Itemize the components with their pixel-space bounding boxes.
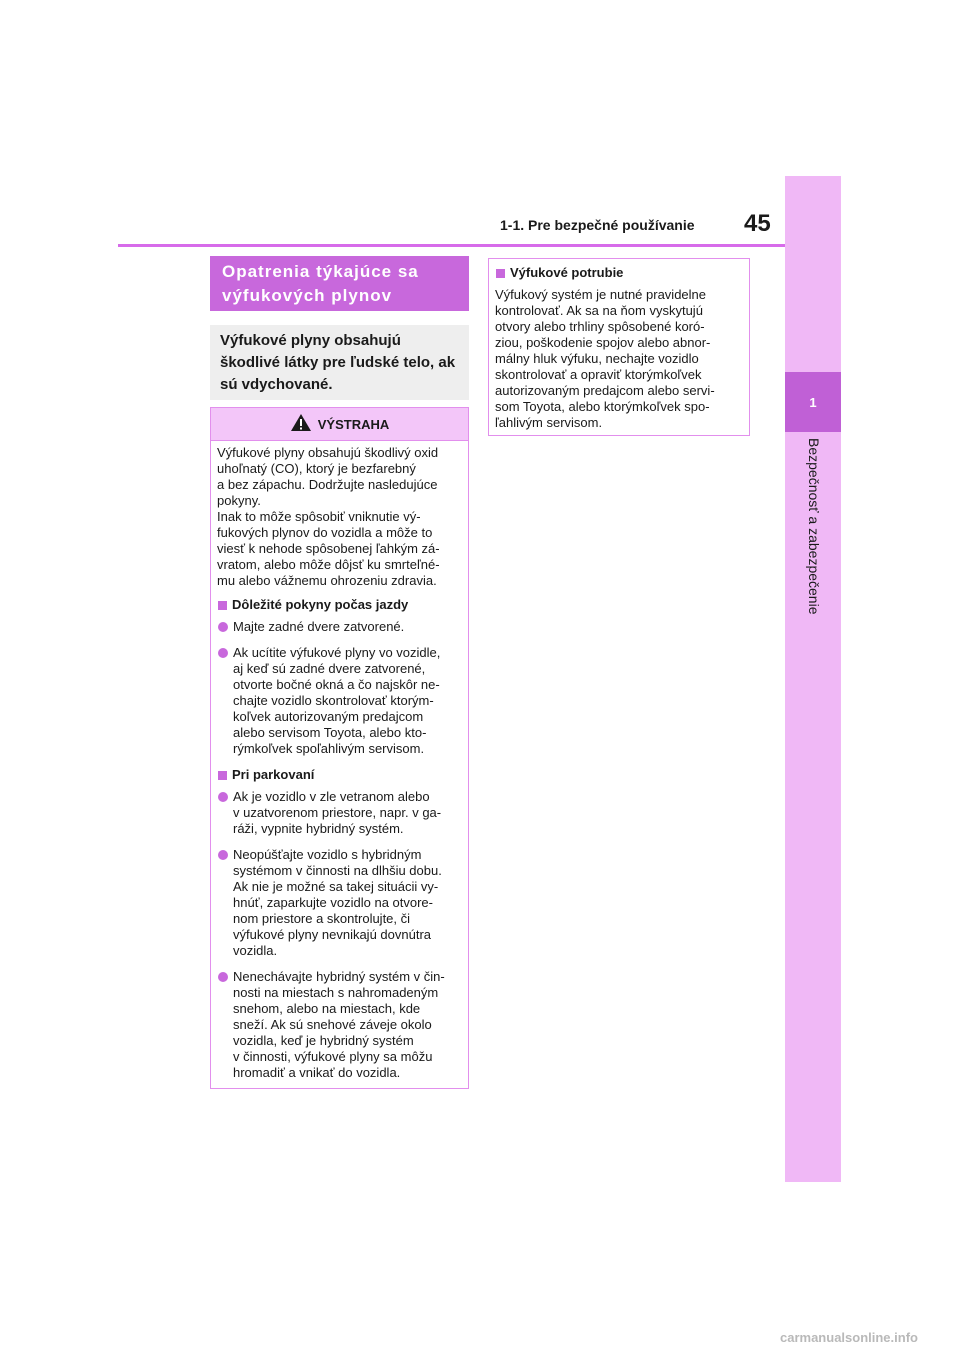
round-bullet-icon [218, 792, 228, 802]
warning-header [211, 408, 468, 441]
chapter-number: 1 [785, 372, 841, 432]
list-item: Ak ucítite výfukové plyny vo vozidle, aj keď sú zadné dvere zatvorené, otvorte bočné okná a čo najskôr ne- chajte vozidlo skontrolovať ktorým- koľvek autorizovaným predajcom alebo servisom Toyota, alebo kto- rýmkoľvek spoľahlivým servisom. [217, 645, 462, 757]
warning-heading: VÝSTRAHA [317, 416, 390, 432]
warning-triangle-icon [290, 413, 312, 435]
chapter-label: Bezpečnosť a zabezpečenie [806, 438, 822, 615]
warning-box [210, 407, 469, 1089]
round-bullet-icon [218, 648, 228, 658]
warning-paragraph: Výfukové plyny obsahujú škodlivý oxid uhoľnatý (CO), ktorý je bezfarebný a bez zápachu. Dodržujte nasledujúce pokyny. Inak to môže spôsobiť vniknutie vý- fukových plynov do vozidla a môže to viesť k nehode spôsobenej ľahkým zá- vratom, alebo môže dôjsť ku smrteľné- mu alebo vážnemu ohrozeniu zdravia. [217, 445, 440, 588]
exhaust-heading: Výfukové potrubie [495, 265, 743, 281]
list-item: Majte zadné dvere zatvorené. [217, 619, 462, 635]
square-bullet-icon [218, 771, 227, 780]
round-bullet-icon [218, 850, 228, 860]
round-bullet-icon [218, 972, 228, 982]
exhaust-text: Výfukový systém je nutné pravidelne kontrolovať. Ak sa na ňom vyskytujú otvory alebo trhliny spôsobené koró- ziou, poškodenie spojov alebo abnor- málny hluk výfuku, nechajte vozidlo skontrolovať a opraviť ktorýmkoľvek autorizovaným predajcom alebo servi- som Toyota, alebo ktorýmkoľvek spo- ľahlivým servisom. [495, 287, 715, 430]
list-item: Nenechávajte hybridný systém v čin- nosti na miestach s nahromadeným snehom, alebo na miestach, kde sneží. Ak sú snehové záveje okolo vozidla, keď je hybridný systém v činnosti, výfukové plyny sa môžu hromadiť a vnikať do vozidla. [217, 969, 462, 1081]
page-number: 45 [744, 210, 771, 237]
round-bullet-icon [218, 622, 228, 632]
list-item: Ak je vozidlo v zle vetranom alebo v uzatvorenom priestore, napr. v ga- ráži, vypnite hybridný systém. [217, 789, 462, 837]
square-bullet-icon [496, 269, 505, 278]
intro-text: Výfukové plyny obsahujú škodlivé látky pre ľudské telo, ak sú vdychované. [210, 325, 469, 400]
driving-section-heading: Dôležité pokyny počas jazdy [217, 597, 462, 613]
exhaust-pipe-box [488, 258, 750, 436]
watermark: carmanualsonline.info [780, 1330, 918, 1345]
square-bullet-icon [218, 601, 227, 610]
header-divider [118, 244, 785, 247]
parking-section-heading: Pri parkovaní [217, 767, 462, 783]
chapter-side-tab [785, 176, 841, 1182]
list-item: Neopúšťajte vozidlo s hybridným systémom v činnosti na dlhšiu dobu. Ak nie je možné sa takej situácii vy- hnúť, zaparkujte vozidlo na otvore- nom priestore a skontrolujte, či výfukové plyny nevnikajú dovnútra vozidla. [217, 847, 462, 959]
warning-body [211, 441, 468, 1081]
section-header: 1-1. Pre bezpečné používanie [500, 217, 695, 233]
topic-title: Opatrenia týkajúce sa výfukových plynov [210, 256, 469, 311]
